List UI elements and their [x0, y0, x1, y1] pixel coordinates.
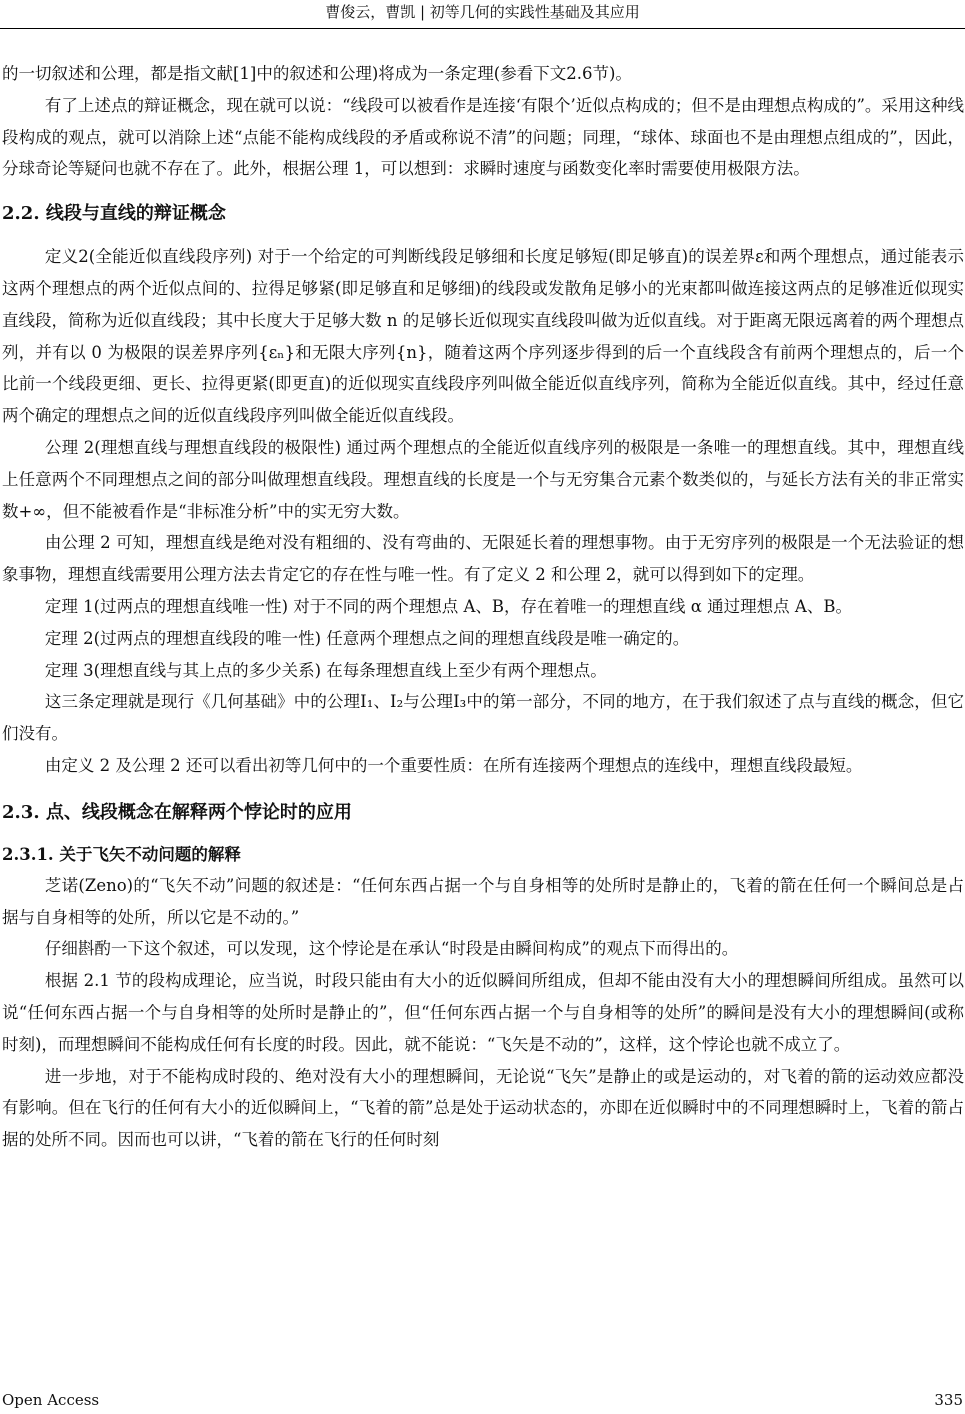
- paragraph: 这三条定理就是现行《几何基础》中的公理Ⅰ₁、Ⅰ₂与公理Ⅰ₃中的第一部分，不同的地方，在于我们叙述了点与直线的概念，但它们没有。: [2, 692, 964, 744]
- axiom-2: 公理 2(理想直线与理想直线段的极限性) 通过两个理想点的全能近似直线序列的极限是一条唯一的理想直线。其中，理想直线上任意两个不同理想点之间的部分叫做理想直线段。理想直线的长度是一个与无穷集合元素个数类似的，与延长方法有关的非正常实数+∞，但不能被看作是“非标准分析”中的实无穷大数。: [2, 437, 964, 521]
- paragraph: 仔细斟酌一下这个叙述，可以发现，这个悖论是在承认“时段是由瞬间构成”的观点下而得出的。: [44, 939, 739, 959]
- theorem-3: 定理 3(理想直线与其上点的多少关系) 在每条理想直线上至少有两个理想点。: [44, 660, 607, 680]
- theorem-2: 定理 2(过两点的理想直线段的唯一性) 任意两个理想点之间的理想直线段是唯一确定的。: [44, 628, 690, 648]
- running-head: 曹俊云，曹凯 | 初等几何的实践性基础及其应用: [0, 0, 965, 29]
- subsection-heading: 2.3.1. 关于飞矢不动问题的解释: [2, 844, 241, 864]
- paragraph: 有了上述点的辩证概念，现在就可以说：“线段可以被看作是连接‘有限个’近似点构成的；但不是由理想点构成的”。采用这种线段构成的观点，就可以消除上述“点能不能构成线段的矛盾或称说不清”的问题；同理，“球体、球面也不是由理想点组成的”，因此，分球奇论等疑问也就不存在了。此外，根据公理 1，可以想到：求瞬时速度与函数变化率时需要使用极限方法。: [2, 95, 964, 179]
- paragraph: 由定义 2 及公理 2 还可以看出初等几何中的一个重要性质：在所有连接两个理想点的连线中，理想直线段最短。: [44, 755, 863, 775]
- theorem-1: 定理 1(过两点的理想直线唯一性) 对于不同的两个理想点 A、B，存在着唯一的理想直线 α 通过理想点 A、B。: [44, 596, 852, 616]
- paragraph: 由公理 2 可知，理想直线是绝对没有粗细的、没有弯曲的、无限延长着的理想事物。由于无穷序列的极限是一个无法验证的想象事物，理想直线需要用公理方法去肯定它的存在性与唯一性。有了定义 2 和公理 2，就可以得到如下的定理。: [2, 533, 964, 585]
- section-heading: 2.3. 点、线段概念在解释两个悖论时的应用: [2, 801, 352, 823]
- page-footer: [0, 1386, 965, 1414]
- page-number: 335: [934, 1391, 963, 1409]
- section-heading: 2.2. 线段与直线的辩证概念: [2, 203, 226, 225]
- paragraph: 根据 2.1 节的段构成理论，应当说，时段只能由有大小的近似瞬间所组成，但却不能由没有大小的理想瞬间所组成。虽然可以说“任何东西占据一个与自身相等的处所时是静止的”，但“任何东西占据一个与自身相等的处所”的瞬间是没有大小的理想瞬间(或称时刻)，而理想瞬间不能构成任何有长度的时段。因此，就不能说：“飞矢是不动的”，这样，这个悖论也就不成立了。: [2, 971, 964, 1054]
- paragraph: 的一切叙述和公理，都是指文献[1]中的叙述和公理)将成为一条定理(参看下文2.6节)。: [2, 64, 632, 83]
- definition-2: 定义2(全能近似直线段序列) 对于一个给定的可判断线段足够细和长度足够短(即足够直)的误差界ε和两个理想点，通过能表示这两个理想点的两个近似点间的、拉得足够紧(即足够直和足够细)的线段或发散角足够小的光束都叫做连接这两点的足够准近似现实直线段，简称为近似直线段；其中长度大于足够大数 n 的足够长近似现实直线段叫做为近似直线。对于距离无限远离着的两个理想点列，并有以 0 为极限的误差界序列{εₙ}和无限大序列{n}，随着这两个序列逐步得到的后一个直线段含有前两个理想点的，后一个比前一个线段更细、更长、拉得更紧(即更直)的近似现实直线段序列叫做全能近似直线序列，简称为全能近似直线。其中，经过任意两个确定的理想点之间的近似直线段序列叫做全能近似直线段。: [2, 247, 964, 426]
- journal-label: Open Access: [2, 1391, 100, 1409]
- article-body: [2, 58, 964, 1156]
- paragraph: 芝诺(Zeno)的“飞矢不动”问题的叙述是：“任何东西占据一个与自身相等的处所时是静止的，飞着的箭在任何一个瞬间总是占据与自身相等的处所，所以它是不动的。”: [2, 875, 964, 927]
- paragraph: 进一步地，对于不能构成时段的、绝对没有大小的理想瞬间，无论说“飞矢”是静止的或是运动的，对飞着的箭的运动效应都没有影响。但在飞行的任何有大小的近似瞬间上，“飞着的箭”总是处于运动状态的，亦即在近似瞬时中的不同理想瞬时上，飞着的箭占据的处所不同。因而也可以讲，“飞着的箭在飞行的任何时刻: [2, 1066, 964, 1150]
